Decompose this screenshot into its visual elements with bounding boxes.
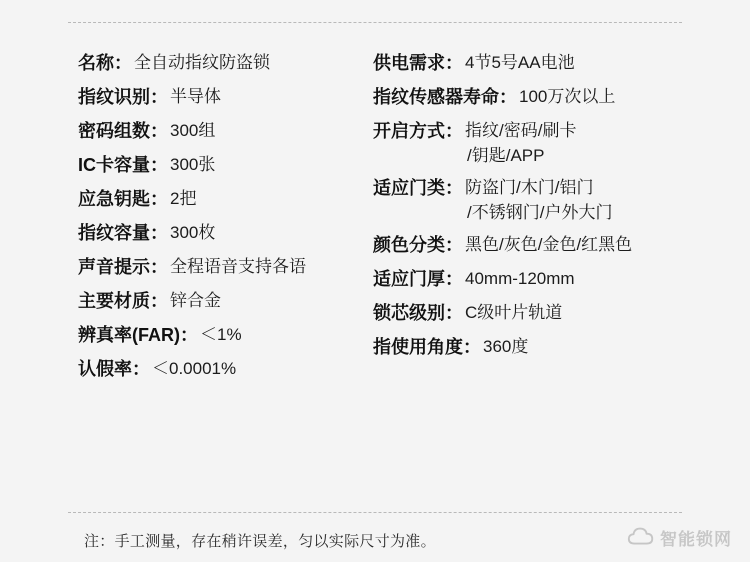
spec-label: 供电需求： <box>373 53 463 73</box>
spec-value: 360度 <box>483 337 529 357</box>
spec-label: 指纹识别： <box>78 87 168 108</box>
spec-row <box>373 52 693 75</box>
spec-label: 指纹容量： <box>78 223 168 244</box>
spec-label: 名称： <box>78 53 132 73</box>
spec-row <box>78 358 368 381</box>
spec-label: 密码组数： <box>78 121 168 142</box>
spec-value: 黑色/灰色/金色/红黑色 <box>465 235 633 255</box>
spec-label: 声音提示： <box>78 257 168 278</box>
spec-row <box>78 188 368 211</box>
spec-value: 指纹/密码/刷卡 <box>465 121 577 141</box>
spec-row <box>373 120 693 143</box>
spec-label: 颜色分类： <box>373 235 463 256</box>
spec-label: 指纹传感器寿命： <box>373 87 517 108</box>
spec-label: 应急钥匙： <box>78 189 168 210</box>
spec-label: 开启方式： <box>373 121 463 142</box>
spec-value: 防盗门/木门/铝门 <box>465 178 594 198</box>
spec-column-left <box>78 52 368 392</box>
spec-column-right <box>373 52 693 370</box>
spec-row <box>78 86 368 109</box>
spec-label: 主要材质： <box>78 291 168 312</box>
spec-value-continuation: /不锈钢门/户外大门 <box>467 203 613 223</box>
spec-value: 300张 <box>170 155 216 175</box>
spec-row <box>373 234 693 257</box>
spec-value: C级叶片轨道 <box>465 303 563 323</box>
watermark <box>626 522 732 552</box>
spec-row <box>78 52 368 75</box>
spec-row <box>373 302 693 325</box>
spec-row <box>78 324 368 347</box>
spec-value: 全程语音支持各语 <box>170 257 306 277</box>
spec-label: 辨真率(FAR)： <box>78 325 198 346</box>
spec-row <box>78 222 368 245</box>
cloud-icon <box>626 522 656 552</box>
spec-row <box>78 290 368 313</box>
spec-value: 300组 <box>170 121 216 141</box>
spec-row <box>373 86 693 109</box>
spec-value: 40mm-120mm <box>465 269 575 289</box>
spec-row <box>78 154 368 177</box>
spec-label: 指使用角度： <box>373 337 481 358</box>
divider-bottom <box>68 512 682 513</box>
spec-value: 100万次以上 <box>519 87 616 107</box>
spec-row <box>373 177 693 200</box>
spec-value: 2把 <box>170 189 197 209</box>
spec-label: 适应门类： <box>373 178 463 199</box>
spec-value-continuation: /钥匙/APP <box>467 146 545 166</box>
spec-row <box>373 268 693 291</box>
divider-top <box>68 22 682 23</box>
watermark-text: 智能锁网 <box>660 529 732 549</box>
spec-label: 适应门厚： <box>373 269 463 290</box>
spec-label: 锁芯级别： <box>373 303 463 324</box>
spec-row <box>78 120 368 143</box>
spec-label: IC卡容量： <box>78 155 168 176</box>
spec-value: 半导体 <box>170 87 221 107</box>
spec-value: ＜0.0001% <box>152 359 237 379</box>
spec-label: 认假率： <box>78 359 150 380</box>
spec-value: 300枚 <box>170 223 216 243</box>
spec-value: 4节5号AA电池 <box>465 53 575 72</box>
spec-row <box>78 256 368 279</box>
spec-value: 锌合金 <box>170 291 221 311</box>
spec-value: 全自动指纹防盗锁 <box>134 53 270 72</box>
spec-row <box>373 336 693 359</box>
spec-value: ＜1% <box>200 325 242 345</box>
measurement-note: 注：手工测量，存在稍许误差，匀以实际尺寸为准。 <box>84 533 436 550</box>
